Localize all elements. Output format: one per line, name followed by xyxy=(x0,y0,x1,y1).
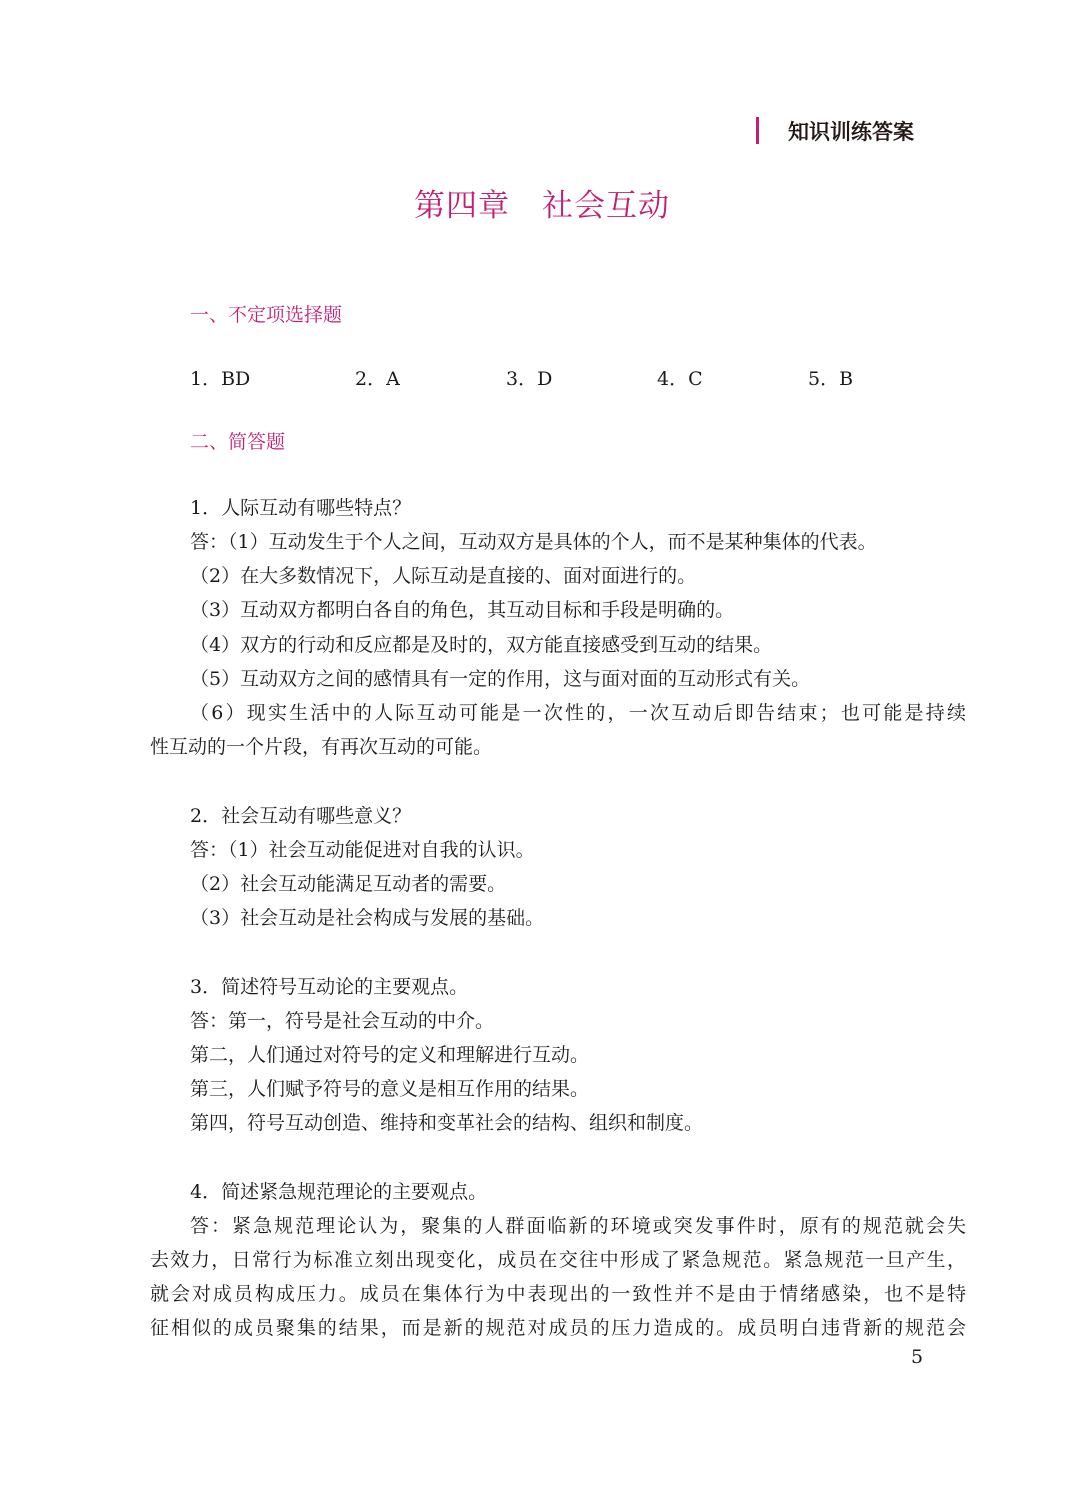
mc-answer-4: 4．C xyxy=(657,368,703,390)
question-2: 2．社会互动有哪些意义？ xyxy=(190,805,412,827)
header-accent-bar xyxy=(756,117,759,144)
page-number: 5 xyxy=(911,1346,924,1368)
running-header: 知识训练答案 xyxy=(788,120,914,144)
mc-answer-2: 2．A xyxy=(355,368,400,390)
question-1: 1．人际互动有哪些特点？ xyxy=(190,497,412,519)
answer-line: （4）双方的行动和反应都是及时的，双方能直接感受到互动的结果。 xyxy=(190,634,773,656)
answer-line: （3）互动双方都明白各自的角色，其互动目标和手段是明确的。 xyxy=(190,599,735,621)
section-heading-short-answer: 二、简答题 xyxy=(190,431,286,453)
answer-line: （6）现实生活中的人际互动可能是一次性的，一次互动后即告结束；也可能是持续 xyxy=(190,702,966,724)
answer-line: 征相似的成员聚集的结果，而是新的规范对成员的压力造成的。成员明白违背新的规范会 xyxy=(150,1317,966,1339)
answer-line: 答：（1）社会互动能促进对自我的认识。 xyxy=(190,839,535,861)
answer-line: 第二，人们通过对符号的定义和理解进行互动。 xyxy=(190,1044,590,1066)
answer-line: 就会对成员构成压力。成员在集体行为中表现出的一致性并不是由于情绪感染，也不是特 xyxy=(150,1283,966,1305)
answer-line: 答：（1）互动发生于个人之间，互动双方是具体的个人，而不是某种集体的代表。 xyxy=(190,531,877,553)
section-heading-multiple-choice: 一、不定项选择题 xyxy=(190,304,343,326)
answer-line: 性互动的一个片段，有再次互动的可能。 xyxy=(150,736,493,758)
answer-line: 第三，人们赋予符号的意义是相互作用的结果。 xyxy=(190,1078,590,1100)
chapter-title: 第四章 社会互动 xyxy=(414,188,670,224)
question-4: 4．简述紧急规范理论的主要观点。 xyxy=(190,1181,488,1203)
answer-line: （2）社会互动能满足互动者的需要。 xyxy=(190,873,507,895)
answer-line: （5）互动双方之间的感情具有一定的作用，这与面对面的互动形式有关。 xyxy=(190,668,811,690)
mc-answer-1: 1．BD xyxy=(190,368,251,390)
answer-line: 第四，符号互动创造、维持和变革社会的结构、组织和制度。 xyxy=(190,1112,704,1134)
answer-line: 去效力，日常行为标准立刻出现变化，成员在交往中形成了紧急规范。紧急规范一旦产生， xyxy=(150,1249,966,1271)
answer-line: 答：第一，符号是社会互动的中介。 xyxy=(190,1010,495,1032)
answer-line: （2）在大多数情况下，人际互动是直接的、面对面进行的。 xyxy=(190,565,697,587)
answer-line: 答：紧急规范理论认为，聚集的人群面临新的环境或突发事件时，原有的规范就会失 xyxy=(190,1215,966,1237)
answer-line: （3）社会互动是社会构成与发展的基础。 xyxy=(190,907,545,929)
question-3: 3．简述符号互动论的主要观点。 xyxy=(190,976,469,998)
mc-answer-3: 3．D xyxy=(506,368,553,390)
mc-answer-5: 5．B xyxy=(808,368,854,390)
